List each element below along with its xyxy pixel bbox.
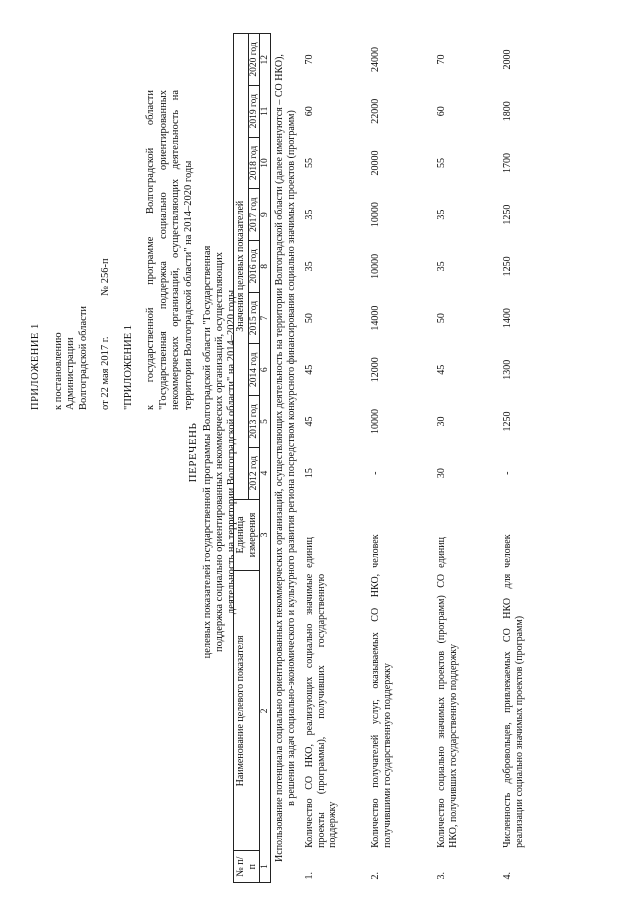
- row-num: 2.: [370, 872, 381, 880]
- col-index: 7: [260, 292, 271, 344]
- year-header: 2012 год: [248, 447, 259, 499]
- col-index: 6: [260, 344, 271, 396]
- row-value: 70: [304, 54, 315, 65]
- row-value: 10000: [370, 253, 381, 279]
- document-subtitle: целевых показателей государственной программы Волгоградской области "Государственная поддержка социально ориентированных некоммерческих организаций, осуществляющих деятельность на территории Волгоградской области" на 2014–2020 годы: [202, 245, 237, 659]
- row-value: 35: [304, 209, 315, 220]
- row-value: -: [370, 471, 381, 475]
- col-index: 12: [260, 34, 271, 86]
- col-index: 10: [260, 137, 271, 189]
- table-row: [369, 34, 435, 883]
- row-value: 35: [436, 261, 447, 272]
- program-reference-text: к государственной программе Волгоградской области "Государственная поддержка социально ориентированных некоммерческих организаций, осуществляющих деятельность на территории Волгоградской области" на 2014–2020 годы: [145, 90, 194, 410]
- row-value: 55: [304, 157, 315, 168]
- row-value: 22000: [370, 98, 381, 124]
- date-line: [100, 90, 113, 410]
- region-text: Волгоградской области: [77, 305, 89, 410]
- row-value: 1250: [502, 411, 513, 432]
- row-num: 4.: [502, 872, 513, 880]
- header-values: Значения целевых показателей: [234, 34, 249, 500]
- section-heading: Использование потенциала социально ориентированных некоммерческих организаций, осуществляющих деятельность на территории Волгоградской области (далее именуются – СО НКО), в решении задач социально-экономического и культурного развития региона посредством конкурсного финансирования социально значимых проектов (программ): [274, 54, 297, 862]
- col-index: 5: [260, 396, 271, 448]
- row-value: 45: [304, 364, 315, 375]
- row-value: -: [502, 471, 513, 475]
- row-value: 60: [304, 106, 315, 117]
- year-header: 2019 год: [248, 85, 259, 137]
- col-index: 3: [260, 499, 271, 571]
- row-value: 35: [436, 209, 447, 220]
- year-header: 2014 год: [248, 344, 259, 396]
- row-value: 24000: [370, 46, 381, 72]
- header-unit: Единица измерения: [234, 499, 260, 571]
- year-header: 2016 год: [248, 241, 259, 293]
- appendix2-title: "ПРИЛОЖЕНИЕ 1: [122, 324, 134, 410]
- row-value: 50: [304, 313, 315, 324]
- row-value: 1800: [502, 101, 513, 122]
- row-value: 10000: [370, 202, 381, 228]
- row-value: 30: [436, 468, 447, 479]
- row-num: 1.: [304, 872, 315, 880]
- row-value: 55: [436, 157, 447, 168]
- row-name: Количество получателей услуг, оказываемых СО НКО, получившими государственную поддержку: [370, 573, 393, 848]
- row-value: 12000: [370, 357, 381, 383]
- row-value: 1700: [502, 152, 513, 173]
- row-value: 1400: [502, 308, 513, 329]
- row-value: 70: [436, 54, 447, 65]
- row-value: 2000: [502, 49, 513, 70]
- col-index: 9: [260, 189, 271, 241]
- row-unit: человек: [370, 534, 381, 568]
- year-header: 2013 год: [248, 396, 259, 448]
- row-value: 15: [304, 468, 315, 479]
- row-value: 30: [436, 416, 447, 427]
- resolution-date: от 22 мая 2017 г.: [100, 336, 111, 410]
- table-row: [435, 34, 501, 883]
- table-header-row: [234, 34, 249, 883]
- col-index: 2: [260, 571, 271, 851]
- appendix-title: ПРИЛОЖЕНИЕ 1: [30, 323, 41, 410]
- table-row: [501, 34, 567, 883]
- col-index: 8: [260, 241, 271, 293]
- col-index: 1: [260, 851, 271, 883]
- document-title: ПЕРЕЧЕНЬ: [187, 422, 199, 483]
- row-value: 45: [436, 364, 447, 375]
- column-index-row: [260, 34, 271, 883]
- row-value: 45: [304, 416, 315, 427]
- row-value: 1300: [502, 359, 513, 380]
- year-header: 2017 год: [248, 189, 259, 241]
- row-name: Количество социально значимых проектов (программ) СО НКО, получивших государственную поддержку: [436, 573, 459, 848]
- row-unit: единиц: [304, 537, 315, 568]
- row-name: Количество СО НКО, реализующих социально значимые проекты (программы), получивших государственную поддержку: [304, 573, 338, 848]
- to-resolution-text: к постановлению: [52, 332, 64, 410]
- section-row: [271, 34, 304, 883]
- row-unit: единиц: [436, 537, 447, 568]
- resolution-number: № 256-п: [100, 258, 111, 296]
- row-value: 60: [436, 106, 447, 117]
- year-header: 2015 год: [248, 292, 259, 344]
- year-header: 2020 год: [248, 34, 259, 86]
- row-value: 20000: [370, 150, 381, 176]
- table-row: [303, 34, 369, 883]
- header-name: Наименование целевого показателя: [234, 571, 260, 851]
- row-value: 14000: [370, 305, 381, 331]
- row-value: 50: [436, 313, 447, 324]
- row-value: 1250: [502, 256, 513, 277]
- row-name: Численность добровольцев, привлекаемых СО НКО для реализации социально значимых проектов (программ): [502, 573, 525, 848]
- header-num: № п/п: [234, 851, 260, 883]
- year-header: 2018 год: [248, 137, 259, 189]
- col-index: 11: [260, 85, 271, 137]
- administration-text: Администрации: [65, 337, 76, 410]
- row-num: 3.: [436, 872, 447, 880]
- row-value: 1250: [502, 204, 513, 225]
- row-value: 10000: [370, 408, 381, 434]
- document-header: [30, 90, 195, 410]
- row-value: 35: [304, 261, 315, 272]
- row-unit: человек: [502, 534, 513, 568]
- indicators-table: [233, 33, 567, 883]
- col-index: 4: [260, 447, 271, 499]
